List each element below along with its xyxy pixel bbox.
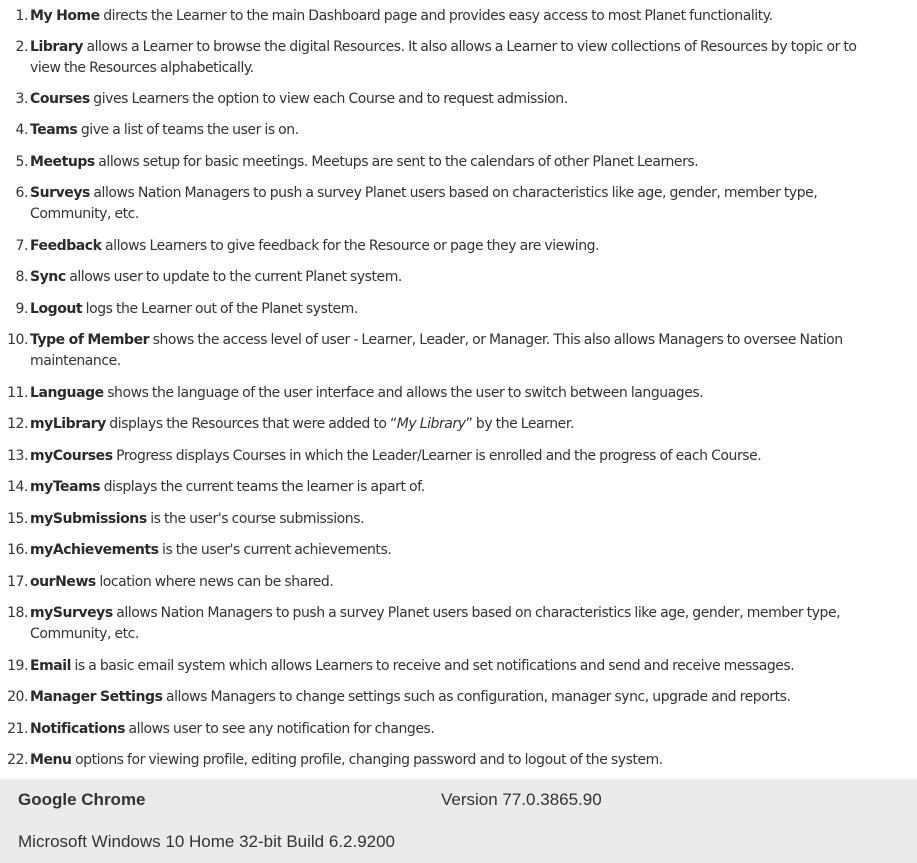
item-term: Type of Member — [30, 332, 150, 348]
item-term: Notifications — [30, 721, 126, 737]
item-number: 15. — [7, 511, 28, 527]
item-term: Sync — [30, 269, 66, 285]
item-emphasis: My Library — [396, 416, 466, 432]
item-term: mySurveys — [30, 605, 113, 621]
item-term: Manager Settings — [30, 689, 163, 705]
list-item — [0, 267, 870, 288]
item-description: allows user to update to the current Planet system. — [65, 269, 402, 285]
item-number: 22. — [7, 752, 28, 768]
item-term: Logout — [30, 301, 83, 317]
list-item — [0, 89, 870, 110]
item-description: is the user's course submissions. — [146, 511, 365, 527]
browser-name: Google Chrome — [18, 790, 146, 809]
item-term: myCourses — [30, 448, 113, 464]
list-item — [0, 656, 870, 677]
item-term: Courses — [30, 91, 90, 107]
item-number: 17. — [7, 574, 28, 590]
item-description: allows Learners to give feedback for the Resource or page they are viewing. — [101, 238, 600, 254]
list-item — [0, 299, 870, 320]
list-item — [0, 509, 870, 530]
list-item — [0, 687, 870, 708]
browser-version: Version 77.0.3865.90 — [441, 790, 602, 809]
item-description: allows user to see any notification for changes. — [125, 721, 435, 737]
item-description: is a basic email system which allows Learners to receive and set notifications and send and receive messages. — [70, 658, 795, 674]
list-item — [0, 152, 870, 173]
item-number: 20. — [7, 689, 28, 705]
item-number: 12. — [7, 416, 28, 432]
item-description: allows a Learner to browse the digital Resources. It also allows a Learner to view collections of Resources by topic or to view the Resources alphabetically. — [30, 39, 857, 76]
item-description: allows Managers to change settings such as configuration, manager sync, upgrade and reports. — [162, 689, 791, 705]
item-description: location where news can be shared. — [95, 574, 334, 590]
item-term: myAchievements — [30, 542, 159, 558]
item-number: 19. — [7, 658, 28, 674]
list-item — [0, 120, 870, 141]
item-term: Meetups — [30, 154, 95, 170]
system-info-footer — [0, 779, 917, 863]
list-item — [0, 37, 870, 79]
item-term: My Home — [30, 8, 100, 24]
list-item — [0, 603, 870, 645]
item-description: allows setup for basic meetings. Meetups are sent to the calendars of other Planet Learners. — [94, 154, 699, 170]
item-description: allows Nation Managers to push a survey Planet users based on characteristics like age, gender, member type, Community, etc. — [30, 605, 841, 642]
item-description: displays the current teams the learner is apart of. — [100, 479, 425, 495]
item-description: displays the Resources that were added to “ — [105, 416, 397, 432]
item-description-end: ” by the Learner. — [465, 416, 574, 432]
item-number: 7. — [15, 238, 28, 254]
item-number: 16. — [7, 542, 28, 558]
item-number: 3. — [15, 91, 28, 107]
item-description: give a list of teams the user is on. — [77, 122, 299, 138]
item-number: 9. — [15, 301, 28, 317]
item-term: myTeams — [30, 479, 101, 495]
item-number: 18. — [7, 605, 28, 621]
os-info: Microsoft Windows 10 Home 32-bit Build 6.2.9200 — [18, 832, 396, 851]
item-term: Feedback — [30, 238, 102, 254]
item-term: Email — [30, 658, 71, 674]
item-description: directs the Learner to the main Dashboard page and provides easy access to most Planet functionality. — [99, 8, 773, 24]
list-item — [0, 183, 870, 225]
list-item — [0, 477, 870, 498]
item-term: myLibrary — [30, 416, 106, 432]
item-term: Language — [30, 385, 104, 401]
item-number: 2. — [15, 39, 28, 55]
item-number: 1. — [15, 8, 28, 24]
item-description: allows Nation Managers to push a survey Planet users based on characteristics like age, gender, member type, Community, etc. — [30, 185, 818, 222]
list-item — [0, 572, 870, 593]
list-item — [0, 330, 870, 372]
list-item — [0, 446, 870, 467]
item-description: shows the language of the user interface and allows the user to switch between languages. — [103, 385, 704, 401]
item-number: 11. — [7, 385, 28, 401]
item-description: shows the access level of user - Learner, Leader, or Manager. This also allows Managers to oversee Nation maintenance. — [30, 332, 843, 369]
list-item — [0, 750, 870, 771]
item-number: 21. — [7, 721, 28, 737]
item-term: mySubmissions — [30, 511, 147, 527]
list-item — [0, 236, 870, 257]
list-item — [0, 719, 870, 740]
item-term: Teams — [30, 122, 78, 138]
item-number: 5. — [15, 154, 28, 170]
item-description: is the user's current achievements. — [158, 542, 392, 558]
list-item — [0, 6, 870, 27]
item-number: 4. — [15, 122, 28, 138]
item-term: Menu — [30, 752, 72, 768]
item-number: 14. — [7, 479, 28, 495]
item-term: Library — [30, 39, 83, 55]
list-item — [0, 383, 870, 404]
item-description: gives Learners the option to view each Course and to request admission. — [89, 91, 568, 107]
list-item — [0, 414, 870, 435]
item-description: Progress displays Courses in which the Leader/Learner is enrolled and the progress of each Course. — [112, 448, 762, 464]
item-term: Surveys — [30, 185, 90, 201]
item-number: 10. — [7, 332, 28, 348]
item-number: 6. — [15, 185, 28, 201]
list-item — [0, 540, 870, 561]
item-number: 13. — [7, 448, 28, 464]
item-description: logs the Learner out of the Planet system. — [82, 301, 358, 317]
item-number: 8. — [15, 269, 28, 285]
item-term: ourNews — [30, 574, 96, 590]
item-description: options for viewing profile, editing profile, changing password and to logout of the system. — [71, 752, 663, 768]
